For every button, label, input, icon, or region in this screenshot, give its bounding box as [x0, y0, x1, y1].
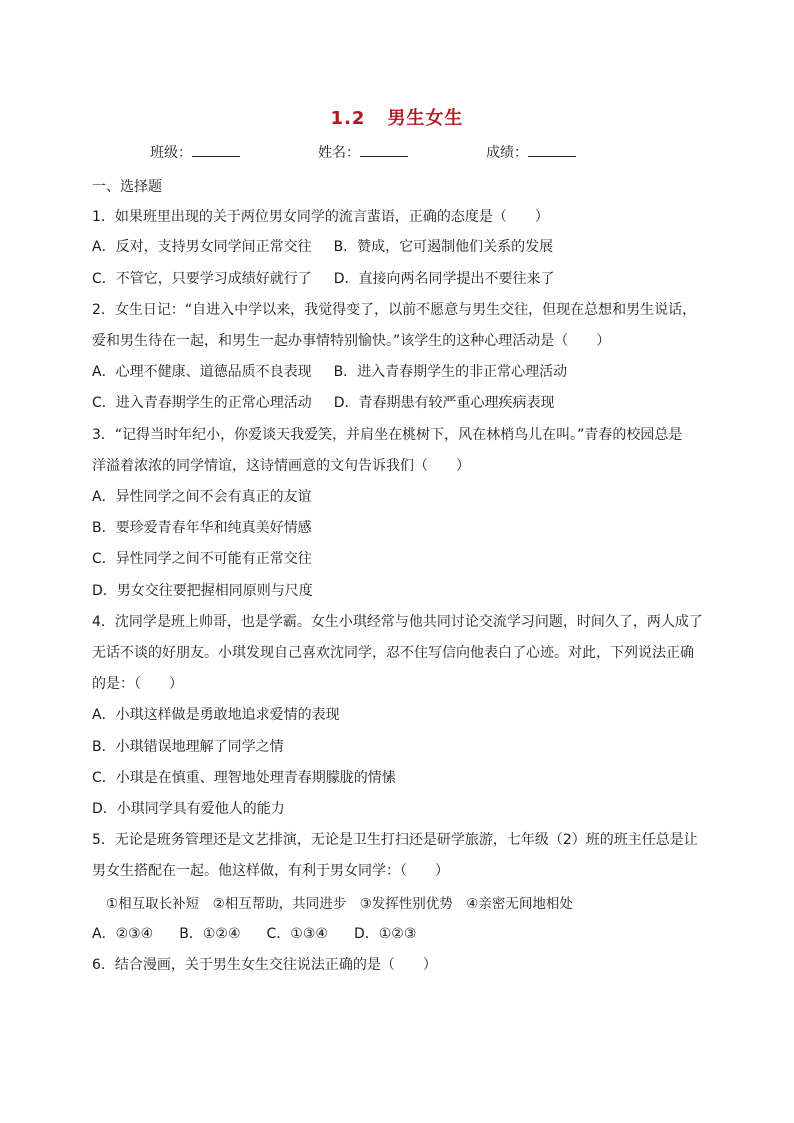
q4-stem-line3: 的是：（ ）: [92, 676, 183, 692]
q3-option-d: D．男女交往要把握相同原则与尺度: [92, 583, 313, 599]
title-text: 男生女生: [387, 108, 464, 129]
q5-options-row: [92, 923, 416, 943]
name-blank: [360, 144, 408, 157]
page-title: [0, 104, 794, 130]
q5-option-b: B．①②④: [179, 926, 241, 942]
q5-option-d: D．①②③: [353, 926, 417, 942]
q3-stem-line2: 洋溢着浓浓的同学情谊，这诗情画意的文句告诉我们（ ）: [92, 458, 470, 474]
q1-options-row2: [92, 268, 555, 288]
q3-option-b: B．要珍爱青春年华和纯真美好情感: [92, 520, 312, 536]
q2-stem-line2: 爱和男生待在一起，和男生一起办事情特别愉快。”该学生的这种心理活动是（ ）: [92, 333, 611, 349]
q4-option-d: D．小琪同学具有爱他人的能力: [92, 801, 285, 817]
q1-option-a: A．反对，支持男女同学间正常交往: [92, 239, 312, 255]
class-label: 班级：: [150, 145, 192, 161]
q4-stem-line1: 4．沈同学是班上帅哥，也是学霸。女生小琪经常与他共同讨论交流学习问题，时间久了，两人成了: [92, 614, 703, 630]
class-field: [150, 142, 240, 162]
q5-option-a: A．②③④: [92, 926, 154, 942]
section-heading: 一、选择题: [92, 179, 162, 195]
q3-stem-line1: 3．“记得当时年纪小，你爱谈天我爱笑，并肩坐在桃树下，风在林梢鸟儿在叫。”青春的校园总是: [92, 427, 683, 443]
name-field: [318, 142, 408, 162]
q2-option-c: C．进入青春期学生的正常心理活动: [92, 395, 312, 411]
q2-options-row1: [92, 361, 567, 381]
q5-items: ①相互取长补短 ②相互帮助，共同进步 ③发挥性别优势 ④亲密无间地相处: [106, 896, 573, 912]
q5-stem-line1: 5．无论是班务管理还是文艺排演，无论是卫生打扫还是研学旅游，七年级（2）班的班主任总是让: [92, 832, 698, 848]
q2-option-b: B．进入青春期学生的非正常心理活动: [333, 364, 568, 380]
name-label: 姓名：: [318, 145, 360, 161]
title-number: 1.2: [330, 108, 366, 129]
q4-stem-line2: 无话不谈的好朋友。小琪发现自己喜欢沈同学，忍不住写信向他表白了心迹。对此，下列说法正确: [92, 645, 694, 661]
q2-option-d: D．青春期患有较严重心理疾病表现: [333, 395, 555, 411]
q1-stem: 1．如果班里出现的关于两位男女同学的流言蜚语，正确的态度是（ ）: [92, 209, 549, 225]
q2-stem-line1: 2．女生日记：“自进入中学以来，我觉得变了，以前不愿意与男生交往，但现在总想和男生说话，: [92, 302, 697, 318]
q4-option-b: B．小琪错误地理解了同学之情: [92, 739, 284, 755]
score-blank: [528, 144, 576, 157]
q1-option-c: C．不管它，只要学习成绩好就行了: [92, 271, 312, 287]
class-blank: [192, 144, 240, 157]
q1-option-d: D．直接向两名同学提出不要往来了: [333, 271, 555, 287]
q5-stem-line2: 男女生搭配在一起。他这样做，有利于男女同学：（ ）: [92, 863, 449, 879]
q5-option-c: C．①③④: [266, 926, 328, 942]
q6-stem: 6．结合漫画，关于男生女生交往说法正确的是（ ）: [92, 957, 437, 973]
q2-options-row2: [92, 392, 555, 412]
score-field: [486, 142, 576, 162]
q2-option-a: A．心理不健康、道德品质不良表现: [92, 364, 312, 380]
score-label: 成绩：: [486, 145, 528, 161]
q1-option-b: B．赞成，它可遏制他们关系的发展: [333, 239, 554, 255]
q4-option-c: C．小琪是在慎重、理智地处理青春期朦胧的情愫: [92, 770, 396, 786]
q4-option-a: A．小琪这样做是勇敢地追求爱情的表现: [92, 707, 340, 723]
q3-option-c: C．异性同学之间不可能有正常交往: [92, 551, 312, 567]
q3-option-a: A．异性同学之间不会有真正的友谊: [92, 489, 312, 505]
q1-options-row1: [92, 236, 553, 256]
